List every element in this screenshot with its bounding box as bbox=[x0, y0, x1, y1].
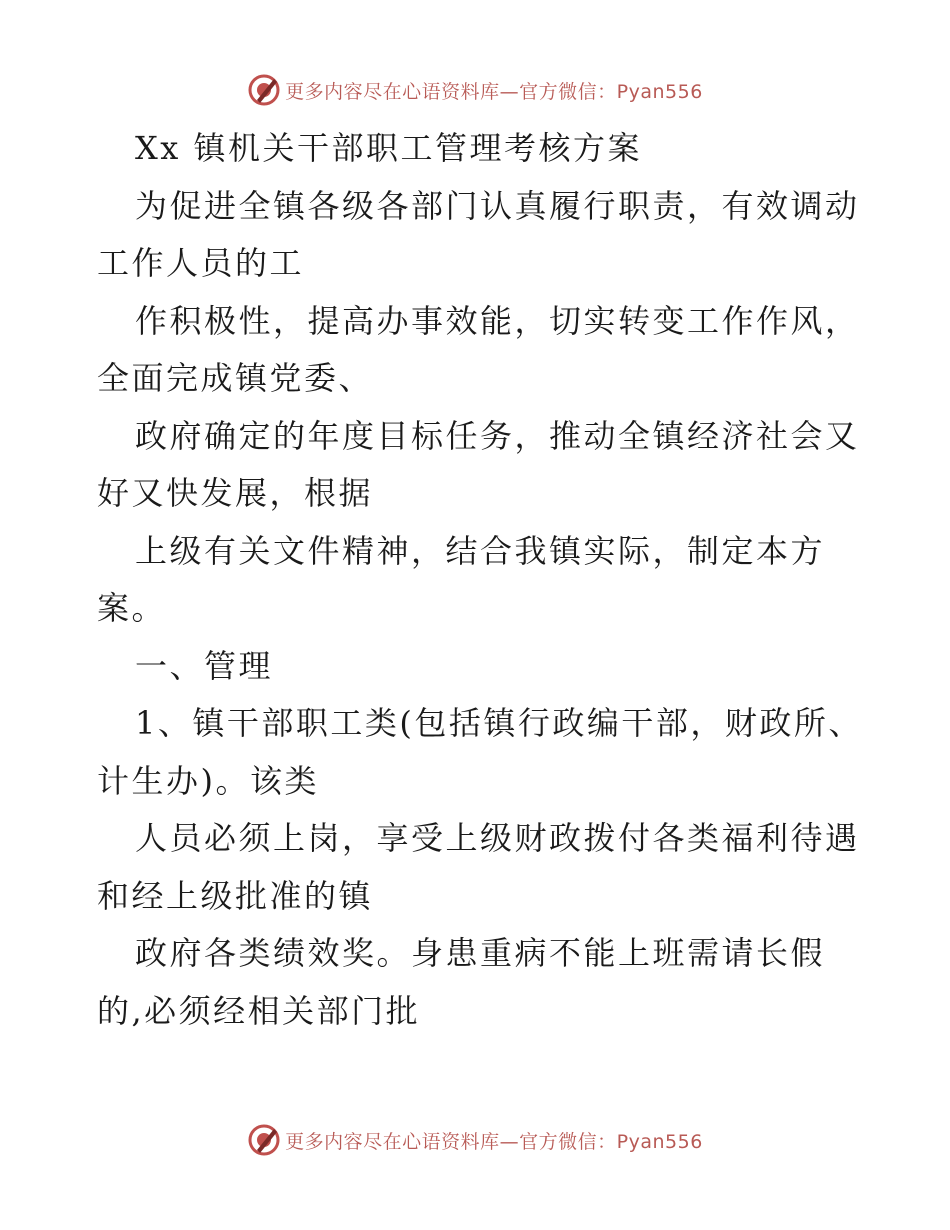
footer-banner bbox=[0, 1120, 950, 1160]
banner-wechat: 官方微信：Pyan556 bbox=[519, 80, 703, 103]
banner-text: 更多内容尽在心语资料库—官方微信：Pyan556 bbox=[285, 80, 703, 103]
document-line: 政府各类绩效奖。身患重病不能上班需请长假 bbox=[135, 934, 826, 972]
document-line: Xx 镇机关干部职工管理考核方案 bbox=[135, 129, 643, 167]
header-banner bbox=[0, 70, 950, 110]
document-line: 全面完成镇党委、 bbox=[97, 359, 374, 397]
document-line: 好又快发展，根据 bbox=[97, 474, 374, 512]
document-line: 人员必须上岗，享受上级财政拨付各类福利待遇 bbox=[135, 819, 860, 857]
pen-logo-icon bbox=[247, 1123, 281, 1157]
document-line: 的,必须经相关部门批 bbox=[97, 991, 421, 1030]
document-line: 1、镇干部职工类(包括镇行政编干部，财政所、 bbox=[135, 704, 863, 742]
document-line: 计生办)。该类 bbox=[97, 761, 319, 800]
document-line: 为促进全镇各级各部门认真履行职责，有效调动 bbox=[135, 186, 860, 225]
document-line: 工作人员的工 bbox=[97, 244, 305, 282]
document-line: 一、管理 bbox=[135, 646, 274, 685]
pen-logo-icon bbox=[247, 73, 281, 107]
document-line: 政府确定的年度目标任务，推动全镇经济社会又 bbox=[135, 416, 860, 455]
document-line: 和经上级批准的镇 bbox=[97, 876, 374, 915]
document-line: 作积极性，提高办事效能，切实转变工作作风， bbox=[135, 301, 860, 340]
document-line: 案。 bbox=[97, 589, 167, 627]
banner-wechat: 官方微信：Pyan556 bbox=[519, 1130, 703, 1153]
document-body bbox=[97, 120, 867, 1040]
banner-text: 更多内容尽在心语资料库—官方微信：Pyan556 bbox=[285, 1130, 703, 1153]
document-line: 上级有关文件精神，结合我镇实际，制定本方 bbox=[135, 531, 826, 570]
